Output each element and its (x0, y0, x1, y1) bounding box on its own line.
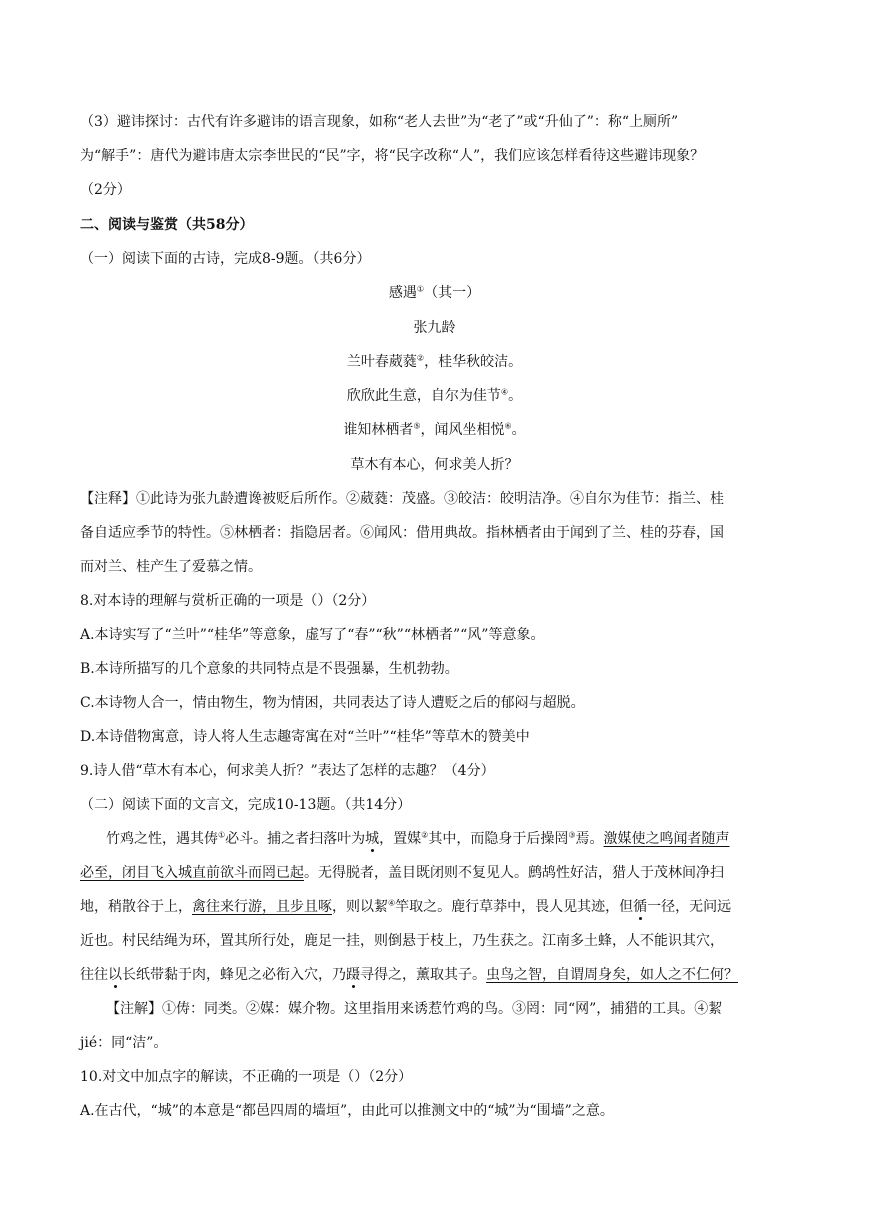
passage-text: 必斗。捕之者扫落叶为 (225, 831, 366, 847)
passage-line-4: 近也。村民结绳为环，置其所行处，鹿足一挂，则倒悬于枝上，乃生获之。江南多土蜂，人不能识其穴， (80, 933, 724, 949)
dotted-character: 蹑 (346, 967, 360, 983)
poem-title (0, 283, 869, 303)
q8-option-c: C.本诗物人合一，情由物生，物为情困，共同表达了诗人遭贬之后的郁闷与超脱。 (80, 695, 585, 711)
poem-title-note: ① (416, 284, 425, 294)
dotted-character: 循 (633, 899, 648, 915)
passage-text: 往往 (80, 967, 108, 983)
underlined-sentence: 虫鸟之智，自谓周身矣，如人之不仁何？ (486, 967, 738, 983)
q7-3-line-2: 为“解手”：唐代为避讳唐太宗李世民的“民”字，将“民字改称“人”，我们应该怎样看待这些避讳现象？ (80, 148, 705, 164)
poem-line-3 (0, 420, 869, 440)
poem-title-suffix: （其一） (424, 285, 481, 301)
passage-note: ③ (568, 830, 576, 840)
poem-line-3-c: 。 (511, 422, 526, 438)
passage-note: ① (218, 830, 226, 840)
notes-line-3: 而对兰、桂产生了爱慕之情。 (80, 559, 262, 575)
passage-line-1 (106, 829, 799, 849)
underlined-sentence: 禽往来行游，且步且啄 (192, 899, 332, 915)
poem-line-2 (0, 386, 869, 406)
passage-text: 长纸带黏于肉，蜂见之必衔入穴，乃 (122, 967, 346, 983)
q9-stem: 9.诗人借“草木有本心，何求美人折？”表达了怎样的志趣？（4分） (80, 763, 495, 779)
underlined-sentence: 激媒使之鸣闻者随声 (603, 831, 730, 847)
q8-option-a: A.本诗实写了“兰叶”“桂华”等意象，虚写了“春”“秋”“林栖者”“风”等意象。 (80, 627, 545, 643)
passage-text: ，则以絜 (332, 899, 388, 915)
passage-line-5 (80, 965, 799, 985)
notes-line-2: 备自适应季节的特性。⑤林栖者：指隐居者。⑥闻风：借用典故。指林栖者由于闻到了兰、桂的芬春，国 (80, 525, 724, 541)
passage-text: 竹鸡之性，遇其俦 (106, 831, 218, 847)
gloss-line-2: jié：同“洁”。 (80, 1035, 168, 1051)
gloss-line-1: 【注解】①俦：同类。②媒：媒介物。这里指用来诱惹竹鸡的鸟。③罔：同“网”，捕猎的工具。④絜 (106, 1001, 723, 1017)
passage-text: 寻得之，薰取其子。 (360, 967, 486, 983)
passage-text: 。无得脱者，盖目既闭则不复见人。鹧鸪性好洁，猎人于茂林间净扫 (304, 865, 724, 881)
poem-line-1-a: 兰叶春葳蕤 (346, 354, 417, 370)
passage-line-2 (80, 863, 799, 883)
poem-line-2-a: 欣欣此生意，自尔为佳节 (346, 388, 501, 404)
poem-author: 张九龄 (413, 320, 456, 336)
passage-note: ④ (388, 898, 396, 908)
part-2-intro: （二）阅读下面的文言文，完成10-13题。（共14分） (80, 797, 412, 813)
q8-stem: 8.对本诗的理解与赏析正确的一项是（）（2分） (80, 593, 376, 609)
notes-line-1: 【注释】①此诗为张九龄遭谗被贬后所作。②葳蕤：茂盛。③皎洁：皎明洁净。④自尔为佳节：指兰、桂 (80, 491, 724, 507)
passage-text: 焉。 (575, 831, 604, 847)
poem-line-2-b: 。 (508, 388, 523, 404)
section-2-title: 二、阅读与鉴赏（共58分） (80, 217, 254, 233)
q7-3-line-1: （3）避讳探讨：古代有许多避讳的语言现象，如称“老人去世”为“老了”或“升仙了”：称“上厕所” (80, 114, 679, 130)
poem-line-3-a: 谁知林栖者 (343, 422, 414, 438)
q10-option-a: A.在古代，“城”的本意是“都邑四周的墙垣”，由此可以推测文中的“城”为“围墙”之意。 (80, 1103, 614, 1119)
poem-line-1 (0, 352, 869, 372)
poem-line-3-note-1: ⑤ (413, 421, 421, 431)
underlined-sentence: 必至，闭目飞入城直前欲斗而罔已起 (80, 865, 304, 881)
q8-option-d: D.本诗借物寓意，诗人将人生志趣寄寓在对“兰叶”“桂华”等草木的赞美中 (80, 729, 530, 745)
passage-text: 一径，无问远 (647, 899, 732, 915)
part-1-intro: （一）阅读下面的古诗，完成8-9题。（共6分） (80, 251, 371, 267)
poem-line-3-b: ，闻风坐相悦 (420, 422, 505, 438)
passage-text: 其中，而隐身于后操罔 (428, 831, 569, 847)
passage-line-3 (80, 897, 799, 917)
q10-stem: 10.对文中加点字的解读，不正确的一项是（）（2分） (80, 1069, 413, 1085)
poem-line-4: 草木有本心，何求美人折？ (350, 457, 519, 473)
passage-text: 竿取之。鹿行草莽中，畏人见其迹，但 (395, 899, 634, 915)
passage-note: ② (421, 830, 429, 840)
passage-text: 地，稍散谷于上， (80, 899, 192, 915)
q8-option-b: B.本诗所描写的几个意象的共同特点是不畏强暴，生机勃勃。 (80, 661, 459, 677)
poem-line-3-note-2: ⑥ (504, 421, 512, 431)
poem-title-text: 感遇 (388, 285, 417, 301)
q7-3-line-3: （2分） (80, 182, 131, 198)
poem-line-2-note: ④ (500, 387, 509, 397)
poem-line-1-b: ，桂华秋皎洁。 (424, 354, 523, 370)
poem-line-1-note: ② (416, 353, 425, 363)
passage-text: ，置媒 (379, 831, 422, 847)
dotted-character: 以 (108, 967, 122, 983)
dotted-character: 城 (365, 831, 380, 847)
